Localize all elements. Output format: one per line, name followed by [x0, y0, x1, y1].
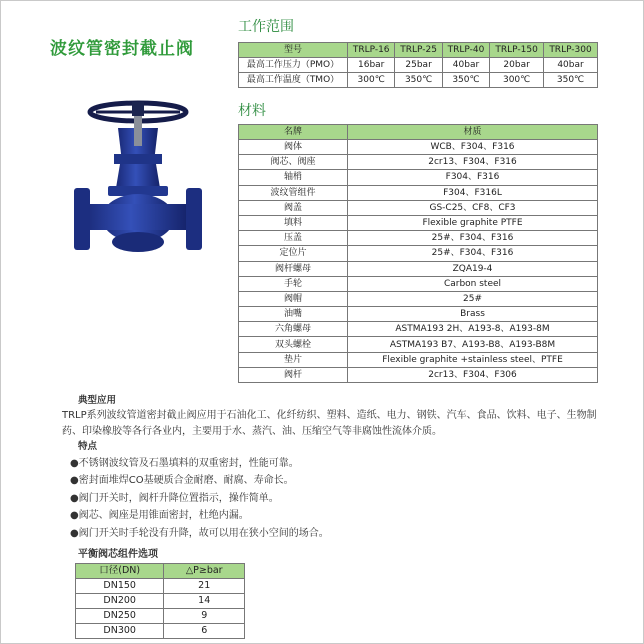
- spec-header-cell: TRLP-40: [442, 43, 489, 58]
- materials-cell: 定位片: [239, 246, 348, 261]
- spec-header-cell: TRLP-300: [544, 43, 598, 58]
- materials-cell: 阀帽: [239, 291, 348, 306]
- balance-header-row: [76, 564, 245, 579]
- spec-cell: 25bar: [395, 58, 442, 73]
- materials-cell: 阀体: [239, 140, 348, 155]
- spec-cell: 300℃: [348, 73, 395, 88]
- materials-cell: Brass: [348, 307, 598, 322]
- balance-cell: 9: [164, 609, 245, 624]
- materials-header-cell: 名牌: [239, 125, 348, 140]
- materials-row: [239, 291, 598, 306]
- feature-item: ●阀芯、阀座是用锥面密封，杜绝内漏。: [70, 510, 249, 522]
- application-text: TRLP系列波纹管道密封截止阀应用于石油化工、化纤纺织、塑料、造纸、电力、钢铁、汽车、食品、饮料、电子、生物制药、印染橡胶等各行各业内，主要用于水、蒸汽、油、压缩空气等非腐蚀性流体介质。: [62, 410, 597, 437]
- materials-row: [239, 246, 598, 261]
- spec-cell: 350℃: [544, 73, 598, 88]
- spec-cell: 350℃: [395, 73, 442, 88]
- feature-item: ●阀门开关时，阀杆升降位置指示，操作简单。: [70, 492, 279, 504]
- spec-cell: 350℃: [442, 73, 489, 88]
- materials-cell: WCB、F304、F316: [348, 140, 598, 155]
- section-title-range: 工作范围: [238, 19, 294, 35]
- materials-cell: 阀芯、阀座: [239, 155, 348, 170]
- materials-row: [239, 367, 598, 382]
- materials-cell: 2cr13、F304、F316: [348, 155, 598, 170]
- balance-cell: DN150: [76, 579, 164, 594]
- balance-row: [76, 609, 245, 624]
- spec-cell: 16bar: [348, 58, 395, 73]
- balance-row: [76, 579, 245, 594]
- materials-cell: ZQA19-4: [348, 261, 598, 276]
- spec-table: [238, 42, 598, 88]
- spec-header-cell: TRLP-25: [395, 43, 442, 58]
- materials-row: [239, 170, 598, 185]
- materials-cell: 轴梢: [239, 170, 348, 185]
- materials-row: [239, 322, 598, 337]
- globe-valve-icon: [74, 92, 206, 272]
- materials-cell: ASTMA193 2H、A193-8、A193-8M: [348, 322, 598, 337]
- materials-cell: F304、F316L: [348, 185, 598, 200]
- spec-cell: 300℃: [490, 73, 544, 88]
- spec-cell: 最高工作压力（PMO）: [239, 58, 348, 73]
- materials-cell: 压盖: [239, 231, 348, 246]
- materials-row: [239, 140, 598, 155]
- materials-cell: 垫片: [239, 352, 348, 367]
- materials-cell: F304、F316: [348, 170, 598, 185]
- feature-item: ●密封面堆焊CO基硬质合金耐磨、耐腐、寿命长。: [70, 475, 294, 487]
- spec-cell: 40bar: [442, 58, 489, 73]
- spec-row: [239, 58, 598, 73]
- application-title: 典型应用: [78, 395, 117, 406]
- balance-cell: 6: [164, 624, 245, 639]
- materials-row: [239, 155, 598, 170]
- materials-cell: 阀杆: [239, 367, 348, 382]
- features-title: 特点: [78, 441, 98, 452]
- section-title-materials: 材料: [238, 103, 266, 119]
- spec-header-cell: TRLP-150: [490, 43, 544, 58]
- feature-item: ●阀门开关时手轮没有升降，故可以用在狭小空间的场合。: [70, 527, 329, 539]
- spec-cell: 最高工作温度（TMO）: [239, 73, 348, 88]
- balance-cell: 14: [164, 594, 245, 609]
- balance-cell: 21: [164, 579, 245, 594]
- spec-cell: 20bar: [490, 58, 544, 73]
- materials-row: [239, 307, 598, 322]
- materials-header-cell: 材质: [348, 125, 598, 140]
- materials-header-row: [239, 125, 598, 140]
- spec-cell: 40bar: [544, 58, 598, 73]
- materials-row: [239, 231, 598, 246]
- balance-cell: DN300: [76, 624, 164, 639]
- balance-cell: DN200: [76, 594, 164, 609]
- materials-row: [239, 352, 598, 367]
- materials-cell: 双头螺栓: [239, 337, 348, 352]
- materials-cell: 油嘴: [239, 307, 348, 322]
- balance-table: [75, 563, 245, 639]
- balance-header-cell: △P≥bar: [164, 564, 245, 579]
- feature-item: ●不锈钢波纹管及石墨填料的双重密封，性能可靠。: [70, 458, 299, 469]
- materials-row: [239, 200, 598, 215]
- materials-row: [239, 261, 598, 276]
- spec-header-cell: TRLP-16: [348, 43, 395, 58]
- materials-row: [239, 276, 598, 291]
- materials-cell: Flexible graphite +stainless steel、PTFE: [348, 352, 598, 367]
- materials-row: [239, 215, 598, 230]
- materials-cell: 波纹管组件: [239, 185, 348, 200]
- balance-cell: DN250: [76, 609, 164, 624]
- spec-header-row: [239, 43, 598, 58]
- page-title: 波纹管密封截止阀: [50, 39, 194, 59]
- materials-cell: GS-C25、CF8、CF3: [348, 200, 598, 215]
- balance-title: 平衡阀芯组件选项: [78, 549, 158, 560]
- materials-cell: 手轮: [239, 276, 348, 291]
- features-list: [70, 455, 329, 542]
- materials-table: [238, 124, 598, 383]
- materials-cell: 阀杆螺母: [239, 261, 348, 276]
- materials-cell: 2cr13、F304、F306: [348, 367, 598, 382]
- materials-cell: 25#、F304、F316: [348, 246, 598, 261]
- materials-cell: 阀盖: [239, 200, 348, 215]
- materials-row: [239, 185, 598, 200]
- materials-cell: Carbon steel: [348, 276, 598, 291]
- spec-header-cell: 型号: [239, 43, 348, 58]
- materials-cell: 填料: [239, 215, 348, 230]
- balance-header-cell: 口径(DN): [76, 564, 164, 579]
- materials-cell: 25#、F304、F316: [348, 231, 598, 246]
- balance-row: [76, 624, 245, 639]
- materials-cell: 六角螺母: [239, 322, 348, 337]
- materials-cell: Flexible graphite PTFE: [348, 215, 598, 230]
- materials-cell: 25#: [348, 291, 598, 306]
- materials-cell: ASTMA193 B7、A193-B8、A193-B8M: [348, 337, 598, 352]
- balance-row: [76, 594, 245, 609]
- spec-row: [239, 73, 598, 88]
- materials-row: [239, 337, 598, 352]
